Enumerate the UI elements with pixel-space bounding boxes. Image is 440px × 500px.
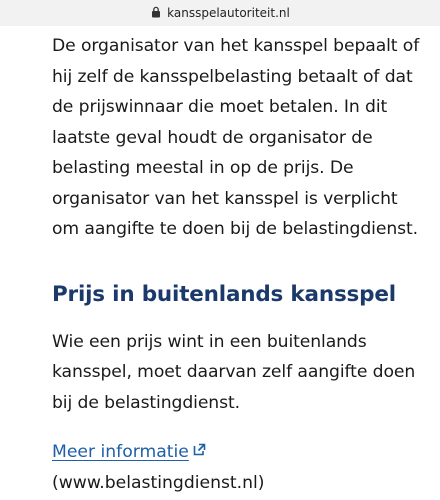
lock-icon xyxy=(150,6,162,18)
more-info-row xyxy=(52,438,432,466)
paragraph-line: de prijswinnaar die moet betalen. In dit xyxy=(52,97,388,117)
source-domain: (www.belastingdienst.nl) xyxy=(52,473,265,493)
paragraph-organisator xyxy=(52,31,432,245)
more-info-link[interactable]: Meer informatie xyxy=(52,442,189,462)
paragraph-line: hij zelf de kansspelbelasting betaalt of dat xyxy=(52,66,413,87)
browser-url-bar[interactable] xyxy=(0,0,440,26)
paragraph-line: organisator van het kansspel is verplicht xyxy=(52,188,398,209)
paragraph-line: om aangifte te doen bij de belastingdienst. xyxy=(52,219,418,239)
paragraph-line: belasting meestal in op de prijs. De xyxy=(52,158,354,178)
paragraph-line: Wie een prijs wint in een buitenlands xyxy=(52,331,367,352)
article-content xyxy=(52,26,432,498)
url-text: kansspelautoriteit.nl xyxy=(167,6,290,20)
section-heading: Prijs in buitenlands kansspel xyxy=(52,281,396,307)
paragraph-line: kansspel, moet daarvan zelf aangifte doen xyxy=(52,362,416,382)
paragraph-line: laatste geval houdt de organisator de xyxy=(52,127,373,148)
paragraph-line: De organisator van het kansspel bepaalt of xyxy=(52,36,420,56)
paragraph-buitenlands xyxy=(52,327,432,419)
paragraph-line: bij de belastingdienst. xyxy=(52,392,240,413)
external-link-icon xyxy=(193,443,206,456)
